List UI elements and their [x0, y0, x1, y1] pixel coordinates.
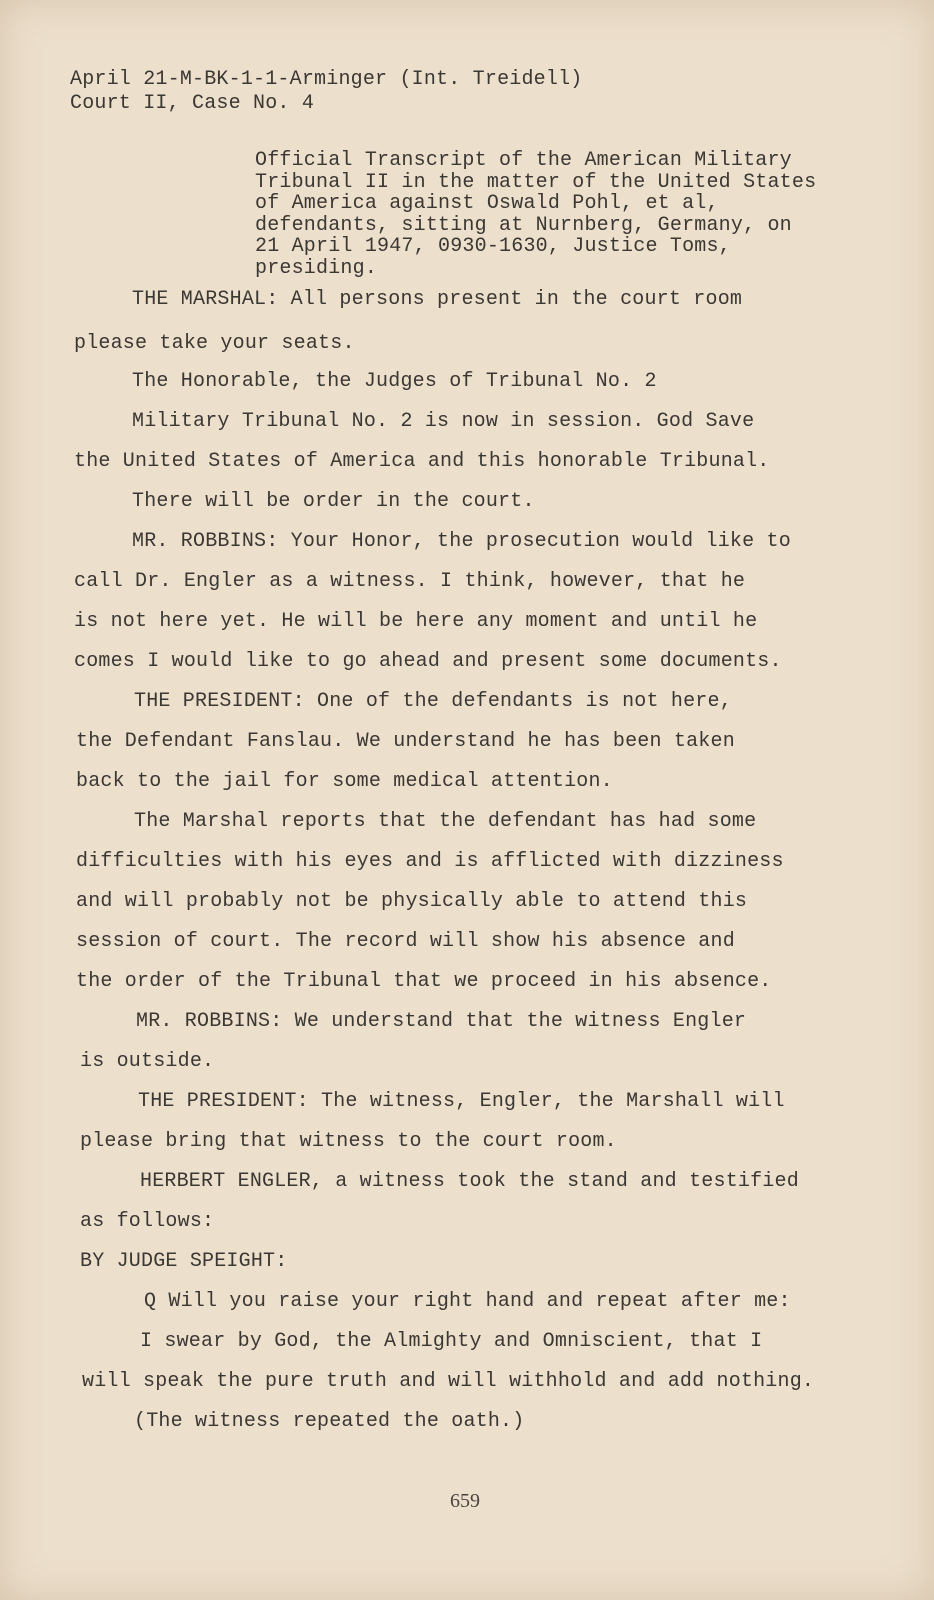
- body-line: call Dr. Engler as a witness. I think, however, that he: [74, 570, 746, 593]
- body-line: and will probably not be physically able to attend this: [76, 890, 748, 913]
- body-line: please take your seats.: [74, 332, 355, 355]
- body-line: THE PRESIDENT: One of the defendants is not here,: [134, 690, 732, 713]
- body-line: will speak the pure truth and will withhold and add nothing.: [82, 1370, 815, 1393]
- caption-line: defendants, sitting at Nurnberg, Germany, on: [255, 213, 792, 237]
- body-line: HERBERT ENGLER, a witness took the stand and testified: [140, 1170, 799, 1193]
- caption-line: 21 April 1947, 0930-1630, Justice Toms,: [255, 235, 731, 258]
- body-line: session of court. The record will show his absence and: [76, 930, 735, 953]
- caption-line: of America against Oswald Pohl, et al,: [255, 192, 719, 215]
- body-line: MR. ROBBINS: Your Honor, the prosecution would like to: [132, 530, 791, 553]
- body-line: The Marshal reports that the defendant has had some: [134, 810, 757, 833]
- body-line: Military Tribunal No. 2 is now in session. God Save: [132, 410, 755, 433]
- caption-line: Tribunal II in the matter of the United States: [255, 170, 817, 194]
- body-line: the Defendant Fanslau. We understand he has been taken: [76, 730, 735, 753]
- page-number: 659: [450, 1490, 480, 1512]
- body-line: Q Will you raise your right hand and repeat after me:: [144, 1290, 791, 1313]
- transcript-caption: [255, 150, 816, 279]
- body-line: is not here yet. He will be here any moment and until he: [74, 610, 758, 633]
- body-line: BY JUDGE SPEIGHT:: [80, 1250, 288, 1273]
- body-line: difficulties with his eyes and is afflicted with dizziness: [76, 850, 784, 873]
- caption-line: presiding.: [255, 256, 378, 280]
- caption-line: Official Transcript of the American Military: [255, 149, 792, 172]
- body-line: The Honorable, the Judges of Tribunal No. 2: [132, 370, 657, 393]
- body-line: THE MARSHAL: All persons present in the court room: [132, 288, 743, 311]
- body-line: is outside.: [80, 1050, 215, 1073]
- header-line-1: April 21-M-BK-1-1-Arminger (Int. Treidell): [70, 68, 583, 91]
- header-block: [70, 68, 582, 116]
- body-line: There will be order in the court.: [132, 490, 535, 513]
- body-line: THE PRESIDENT: The witness, Engler, the Marshall will: [138, 1090, 785, 1113]
- header-line-2: Court II, Case No. 4: [70, 92, 315, 115]
- body-line: as follows:: [80, 1210, 215, 1233]
- body-line: please bring that witness to the court room.: [80, 1130, 617, 1153]
- body-line: the United States of America and this honorable Tribunal.: [74, 450, 770, 473]
- body-line: back to the jail for some medical attention.: [76, 770, 613, 793]
- body-line: the order of the Tribunal that we proceed in his absence.: [76, 970, 772, 993]
- body-line: (The witness repeated the oath.): [134, 1410, 525, 1433]
- body-line: MR. ROBBINS: We understand that the witness Engler: [136, 1010, 747, 1033]
- body-line: comes I would like to go ahead and present some documents.: [74, 650, 782, 673]
- body-line: I swear by God, the Almighty and Omniscient, that I: [140, 1330, 763, 1353]
